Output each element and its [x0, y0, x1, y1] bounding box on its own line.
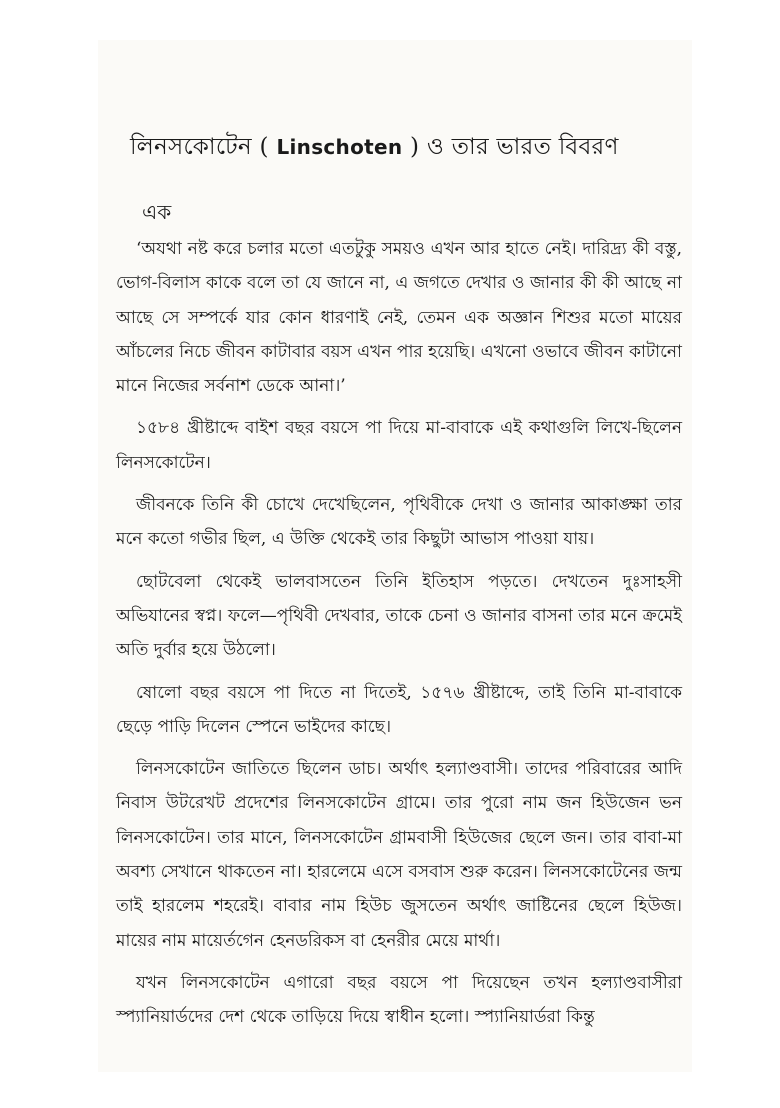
chapter-title	[130, 128, 650, 167]
paragraph-4: ছোটবেলা থেকেই ভালবাসতেন তিনি ইতিহাস পড়তে। দেখতেন দুঃসাহসী অভিযানের স্বপ্ন। ফলে—পৃথিবী দেখবার, তাকে চেনা ও জানার বাসনা তার মনে ক্রমেই অতি দুর্বার হয়ে উঠলো।	[116, 571, 682, 661]
paragraph-6: লিনসকোটেন জাতিতে ছিলেন ডাচ। অর্থাৎ হল্যাণ্ডবাসী। তাদের পরিবারের আদি নিবাস উটরেখট প্রদেশের লিনসকোটেন গ্রামে। তার পুরো নাম জন হিউজেন ভন লিনসকোটেন। তার মানে, লিনসকোটেন গ্রামবাসী হিউজের ছেলে জন। তার বাবা-মা অবশ্য সেখানে থাকতেন না। হারলেমে এসে বসবাস শুরু করেন। লিনসকোটেনের জন্ম তাই হারলেম শহরেই। বাবার নাম হিউচ জুসতেন অর্থাৎ জাষ্টিনের ছেলে হিউজ। মায়ের নাম মায়ের্তগেন হেনডরিকস বা হেনরীর মেয়ে মার্থা।	[116, 759, 682, 951]
paragraph-1: ‘অযথা নষ্ট করে চলার মতো এতটুকু সময়ও এখন আর হাতে নেই। দারিদ্র্য কী বস্তু, ভোগ-বিলাস কাকে বলে তা যে জানে না, এ জগতে দেখার ও জানার কী কী আছে না আছে সে সম্পর্কে যার কোন ধারণাই নেই, তেমন এক অজ্ঞান শিশুর মতো মায়ের আঁচলের নিচে জীবন কাটাবার বয়স এখন পার হয়েছি। এখনো ওভাবে জীবন কাটানো মানে নিজের সর্বনাশ ডেকে আনা।’	[116, 239, 682, 397]
paragraph-3: জীবনকে তিনি কী চোখে দেখেছিলেন, পৃথিবীকে দেখা ও জানার আকাঙ্ক্ষা তার মনে কতো গভীর ছিল, এ উক্তি থেকেই তার কিছুটা আভাস পাওয়া যায়।	[116, 495, 682, 550]
chapter-title-bengali-start: লিনসকোটেন (	[130, 134, 269, 160]
paragraph-5: ষোলো বছর বয়সে পা দিতে না দিতেই, ১৫৭৬ খ্রীষ্টাব্দে, তাই তিনি মা-বাবাকে ছেড়ে পাড়ি দিলেন স্পেনে ভাইদের কাছে।	[116, 682, 682, 737]
body-text	[116, 232, 682, 1043]
paragraph-2: ১৫৮৪ খ্রীষ্টাব্দে বাইশ বছর বয়সে পা দিয়ে মা-বাবাকে এই কথাগুলি লিখে-ছিলেন লিনসকোটেন।	[116, 418, 682, 473]
section-number: এক	[142, 200, 172, 224]
paragraph-7: যখন লিনসকোটেন এগারো বছর বয়সে পা দিয়েছেন তখন হল্যাণ্ডবাসীরা স্প্যানিয়ার্ডদের দেশ থেকে তাড়িয়ে দিয়ে স্বাধীন হলো। স্প্যানিয়ার্ডরা কিন্তু	[116, 972, 682, 1028]
chapter-title-latin-name: Linschoten	[276, 135, 403, 159]
chapter-title-bengali-end: ) ও তার ভারত বিবরণ	[410, 134, 619, 160]
